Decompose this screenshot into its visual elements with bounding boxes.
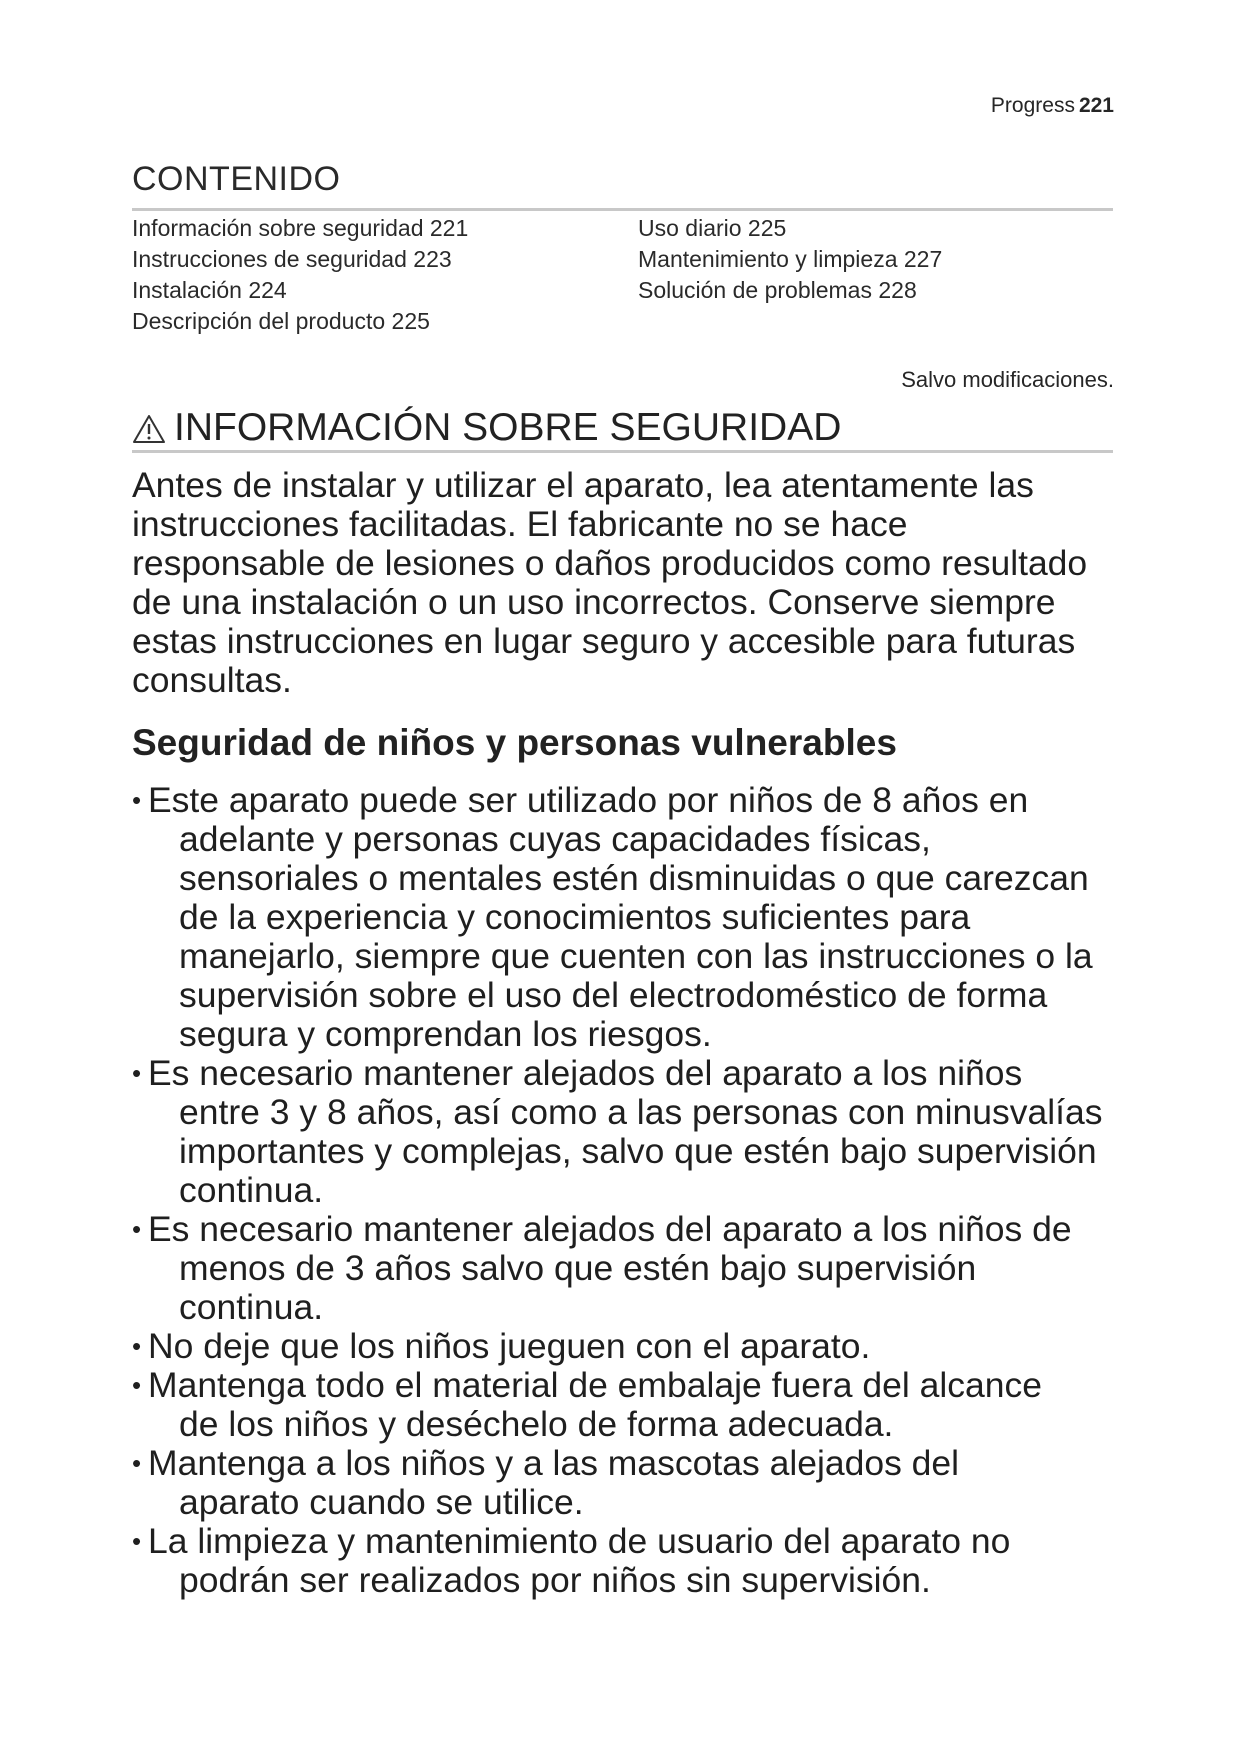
toc-item: Solución de problemas 228 (638, 277, 917, 303)
bullet-line: continua. (179, 1170, 324, 1210)
bullet-line: La limpieza y mantenimiento de usuario del aparato no (148, 1521, 1011, 1561)
bullet-line: Es necesario mantener alejados del aparato a los niños (148, 1053, 1023, 1093)
toc-item: Información sobre seguridad 221 (132, 215, 469, 241)
bullet-line: adelante y personas cuyas capacidades físicas, (179, 819, 931, 859)
bullet-line: Mantenga a los niños y a las mascotas alejados del (148, 1443, 960, 1483)
modifications-note: Salvo modificaciones. (901, 367, 1114, 392)
toc-item: Uso diario 225 (638, 215, 787, 241)
toc-item: Mantenimiento y limpieza 227 (638, 246, 943, 272)
bullet-line: segura y comprendan los riesgos. (179, 1014, 712, 1054)
toc-item: Descripción del producto 225 (132, 308, 430, 334)
bullet-line: supervisión sobre el uso del electrodoméstico de forma (179, 975, 1048, 1015)
toc-item: Instrucciones de seguridad 223 (132, 246, 452, 272)
brand-name: Progress (990, 94, 1075, 117)
bullet-item (132, 1366, 1122, 1444)
bullet-item (132, 1444, 1122, 1522)
page-number: 221 (1078, 94, 1114, 117)
bullet-line: Este aparato puede ser utilizado por niños de 8 años en (148, 780, 1029, 820)
safety-title-text: INFORMACIÓN SOBRE SEGURIDAD (174, 406, 842, 449)
contents-title: CONTENIDO (132, 160, 341, 198)
intro-line: instrucciones facilitadas. El fabricante no se hace (132, 504, 908, 544)
intro-line: de una instalación o un uso incorrectos. Conserve siempre (132, 582, 1056, 622)
intro-line: responsable de lesiones o daños producidos como resultado (132, 543, 1088, 583)
bullet-dot: • (132, 1370, 142, 1400)
intro-line: consultas. (132, 660, 292, 700)
bullet-item (132, 1327, 1122, 1366)
intro-line: estas instrucciones en lugar seguro y accesible para futuras (132, 621, 1076, 661)
bullet-line: Mantenga todo el material de embalaje fuera del alcance (148, 1365, 1042, 1405)
bullet-line: podrán ser realizados por niños sin supervisión. (179, 1560, 931, 1600)
intro-paragraph (132, 466, 1122, 700)
bullet-line: menos de 3 años salvo que estén bajo supervisión (179, 1248, 977, 1288)
safety-divider (132, 450, 1113, 453)
bullet-dot: • (132, 1448, 142, 1478)
bullet-line: de los niños y deséchelo de forma adecuada. (179, 1404, 894, 1444)
page-header (991, 94, 1114, 118)
toc-right-column (638, 213, 942, 306)
contents-divider (132, 208, 1113, 211)
toc-left-column (132, 213, 468, 337)
bullet-line: continua. (179, 1287, 324, 1327)
safety-bullet-list (132, 781, 1122, 1600)
bullet-line: sensoriales o mentales estén disminuidas o que carezcan (179, 858, 1089, 898)
children-safety-heading: Seguridad de niños y personas vulnerables (132, 722, 897, 763)
bullet-dot: • (132, 785, 142, 815)
bullet-item (132, 1054, 1122, 1210)
bullet-line: aparato cuando se utilice. (179, 1482, 584, 1522)
bullet-dot: • (132, 1058, 142, 1088)
toc-item: Instalación 224 (132, 277, 287, 303)
bullet-line: importantes y complejas, salvo que estén bajo supervisión (179, 1131, 1097, 1171)
bullet-line: de la experiencia y conocimientos suficientes para (179, 897, 971, 937)
bullet-item (132, 781, 1122, 1054)
bullet-item (132, 1210, 1122, 1327)
bullet-line: manejarlo, siempre que cuenten con las instrucciones o la (179, 936, 1093, 976)
bullet-line: Es necesario mantener alejados del aparato a los niños de (148, 1209, 1072, 1249)
bullet-line: entre 3 y 8 años, así como a las personas con minusvalías (179, 1092, 1103, 1132)
bullet-dot: • (132, 1526, 142, 1556)
warning-triangle-icon (132, 414, 166, 444)
bullet-dot: • (132, 1214, 142, 1244)
intro-line: Antes de instalar y utilizar el aparato, lea atentamente las (132, 465, 1034, 505)
bullet-item (132, 1522, 1122, 1600)
bullet-line: No deje que los niños jueguen con el aparato. (148, 1326, 871, 1366)
safety-section-title (132, 406, 841, 450)
bullet-dot: • (132, 1331, 142, 1361)
